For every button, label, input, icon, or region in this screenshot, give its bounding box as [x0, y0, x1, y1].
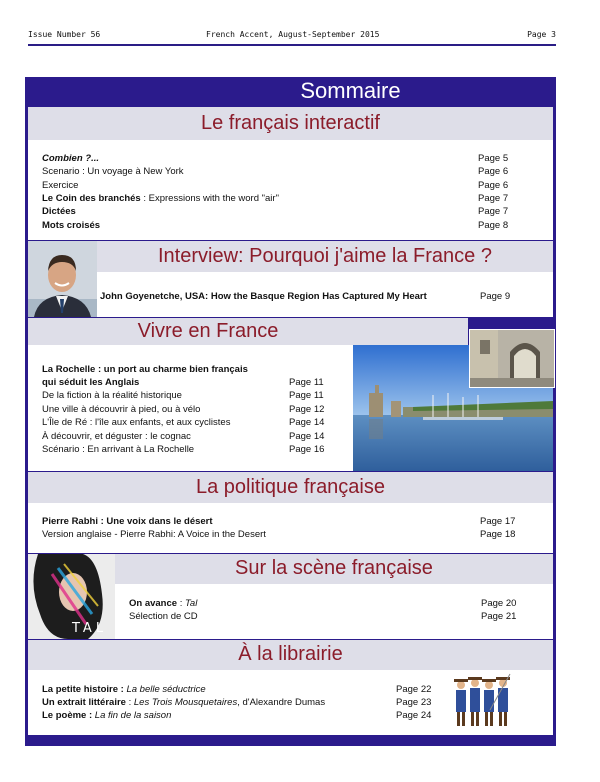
- section-title-librairie: À la librairie: [238, 643, 343, 665]
- page-ref: Page 14: [289, 431, 325, 442]
- page-ref: Page 6: [478, 166, 509, 177]
- list-item[interactable]: Une ville à découvrir à pied, ou à vélo: [42, 404, 201, 415]
- page-ref: Page 18: [480, 529, 516, 540]
- page-number: Page 3: [527, 30, 556, 39]
- page-header: [28, 30, 556, 44]
- list-item[interactable]: Version anglaise - Pierre Rabhi: A Voice in the Desert: [42, 529, 266, 540]
- page-ref: Page 16: [289, 444, 325, 455]
- list-item[interactable]: Le Coin des branchés : Expressions with the word "air": [42, 193, 279, 204]
- album-cover-title: TAL: [72, 621, 108, 636]
- page-ref: Page 7: [478, 206, 509, 217]
- page-ref: Page 21: [481, 611, 517, 622]
- list-item[interactable]: La petite histoire : La belle séductrice: [42, 684, 206, 695]
- publication-date: French Accent, August-September 2015: [206, 30, 380, 39]
- list-item[interactable]: L'Île de Ré : l'île aux enfants, et aux cyclistes: [42, 417, 231, 428]
- page-ref: Page 6: [478, 180, 509, 191]
- header-rule: [28, 44, 556, 46]
- musketeers-illustration: [450, 670, 518, 732]
- list-item[interactable]: Exercice: [42, 180, 79, 191]
- page-ref: Page 11: [289, 377, 324, 388]
- section-title-politique: La politique française: [195, 476, 385, 498]
- arcade-illustration: [470, 330, 554, 387]
- street-arcade-photo: [469, 329, 555, 388]
- page-ref: Page 5: [478, 153, 509, 164]
- list-item[interactable]: Scenario : Un voyage à New York: [42, 166, 184, 177]
- interview-portrait: [28, 241, 97, 317]
- section-title-scene: Sur la scène française: [235, 557, 433, 579]
- page-ref: Page 7: [478, 193, 509, 204]
- page-title: Sommaire: [300, 78, 401, 103]
- album-cover-art: [28, 554, 115, 639]
- list-item[interactable]: Dictées: [42, 206, 76, 217]
- page-ref: Page 8: [478, 220, 509, 231]
- list-item[interactable]: Scénario : En arrivant à La Rochelle: [42, 444, 195, 455]
- page-ref: Page 22: [396, 684, 432, 695]
- page-ref: Page 17: [480, 516, 516, 527]
- list-item[interactable]: Pierre Rabhi : Une voix dans le désert: [42, 516, 213, 527]
- page-ref: Page 12: [289, 404, 325, 415]
- list-item[interactable]: De la fiction à la réalité historique: [42, 390, 182, 401]
- section-title-interview: Interview: Pourquoi j'aime la France ?: [158, 245, 492, 267]
- section-title-interactif: Le français interactif: [201, 112, 380, 134]
- section-body-politique: [28, 503, 553, 553]
- page-ref: Page 24: [396, 710, 432, 721]
- list-item[interactable]: Un extrait littéraire : Les Trois Mousquetaires, d'Alexandre Dumas: [42, 697, 326, 708]
- vivre-lead-line2[interactable]: qui séduit les Anglais: [42, 377, 140, 388]
- list-item[interactable]: Mots croisés: [42, 220, 101, 231]
- page-ref: Page 11: [289, 390, 324, 401]
- list-item[interactable]: Le poème : La fin de la saison: [42, 710, 172, 721]
- issue-number: Issue Number 56: [28, 30, 101, 39]
- interview-item[interactable]: John Goyenetche, USA: How the Basque Region Has Captured My Heart: [100, 291, 427, 302]
- section-body-interactif: [28, 140, 553, 240]
- portrait-illustration: [28, 241, 97, 317]
- list-item[interactable]: À découvrir, et déguster : le cognac: [42, 431, 191, 442]
- album-cover: [28, 554, 115, 639]
- musketeers-drawing: [450, 670, 518, 732]
- page-ref: Page 9: [480, 291, 511, 302]
- list-item[interactable]: On avance : Tal: [129, 598, 198, 609]
- vivre-lead-line1[interactable]: La Rochelle : un port au charme bien français: [42, 364, 248, 375]
- list-item[interactable]: Combien ?...: [42, 153, 99, 164]
- page-ref: Page 14: [289, 417, 325, 428]
- page-ref: Page 20: [481, 598, 517, 609]
- section-title-vivre: Vivre en France: [137, 320, 279, 342]
- page-ref: Page 23: [396, 697, 432, 708]
- list-item[interactable]: Sélection de CD: [129, 611, 198, 622]
